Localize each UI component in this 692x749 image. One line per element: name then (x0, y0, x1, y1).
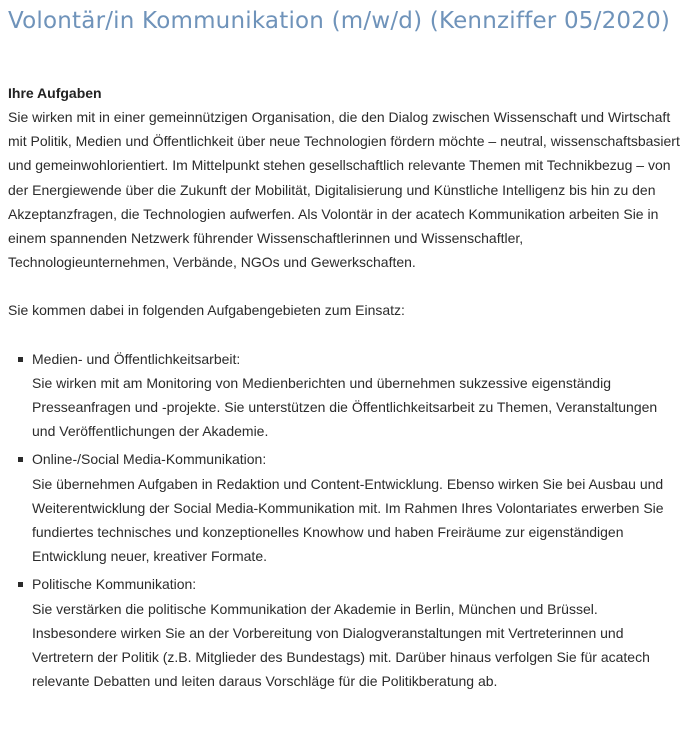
list-item-political (18, 572, 684, 693)
intro-paragraph: Sie wirken mit in einer gemeinnützigen Organisation, die den Dialog zwischen Wissenschaft und Wirtschaft mit Politik, Medien und Öffentlichkeit über neue Technologien fördern möchte – neutral, wissenschaftsbasiert und gemeinwohlorientiert. Im Mittelpunkt stehen gesellschaftlich relevante Themen mit Technikbezug – von der Energiewende über die Zukunft der Mobilität, Digitalisierung und Künstliche Intelligenz bis hin zu den Akzeptanzfragen, die Technologien aufwerfen. Als Volontär in der acatech Kommunikation arbeiten Sie in einem spannenden Netzwerk führender Wissenschaftlerinnen und Wissenschaftler, Technologieunternehmen, Verbände, NGOs und Gewerkschaften. (8, 109, 680, 271)
job-title: Volontär/in Kommunikation (m/w/d) (Kennziffer 05/2020) (8, 8, 671, 34)
section-heading-tasks: Ihre Aufgaben (8, 85, 102, 101)
task-description: Sie verstärken die politische Kommunikation der Akademie in Berlin, München und Brüssel. Insbesondere wirken Sie an der Vorbereitung von Dialogveranstaltungen mit Vertreterinnen und Vertretern der Politik (z.B. Mitglieder des Bundestags) mit. Darüber hinaus verfolgen Sie für acatech relevante Debatten und leiten daraus Vorschläge für die Politikberatung ab. (32, 600, 650, 690)
list-item-online (18, 447, 684, 568)
square-bullet-icon (18, 582, 23, 587)
square-bullet-icon (18, 457, 23, 462)
task-list (8, 347, 684, 694)
task-title: Online-/Social Media-Kommunikation: (32, 451, 267, 468)
task-title: Politische Kommunikation: (32, 576, 197, 593)
task-title: Medien- und Öffentlichkeitsarbeit: (32, 350, 241, 367)
task-description: Sie wirken mit am Monitoring von Medienberichten und übernehmen sukzessive eigenständig Presseanfragen und -projekte. Sie unterstützen die Öffentlichkeitsarbeit zu Themen, Veranstaltungen und Veröffentlichungen der Akademie. (32, 374, 658, 440)
task-description: Sie übernehmen Aufgaben in Redaktion und Content-Entwicklung. Ebenso wirken Sie bei Ausbau und Weiterentwicklung der Social Media-Kommunikation mit. Im Rahmen Ihres Volontariates erwerben Sie fundiertes technisches und konzeptionelles Knowhow und haben Freiräume zur eigenständigen Entwicklung neuer, kreativer Formate. (32, 475, 664, 565)
list-item-media (18, 347, 684, 444)
tasks-lead-paragraph: Sie kommen dabei in folgenden Aufgabengebieten zum Einsatz: (8, 302, 405, 319)
square-bullet-icon (18, 357, 23, 362)
